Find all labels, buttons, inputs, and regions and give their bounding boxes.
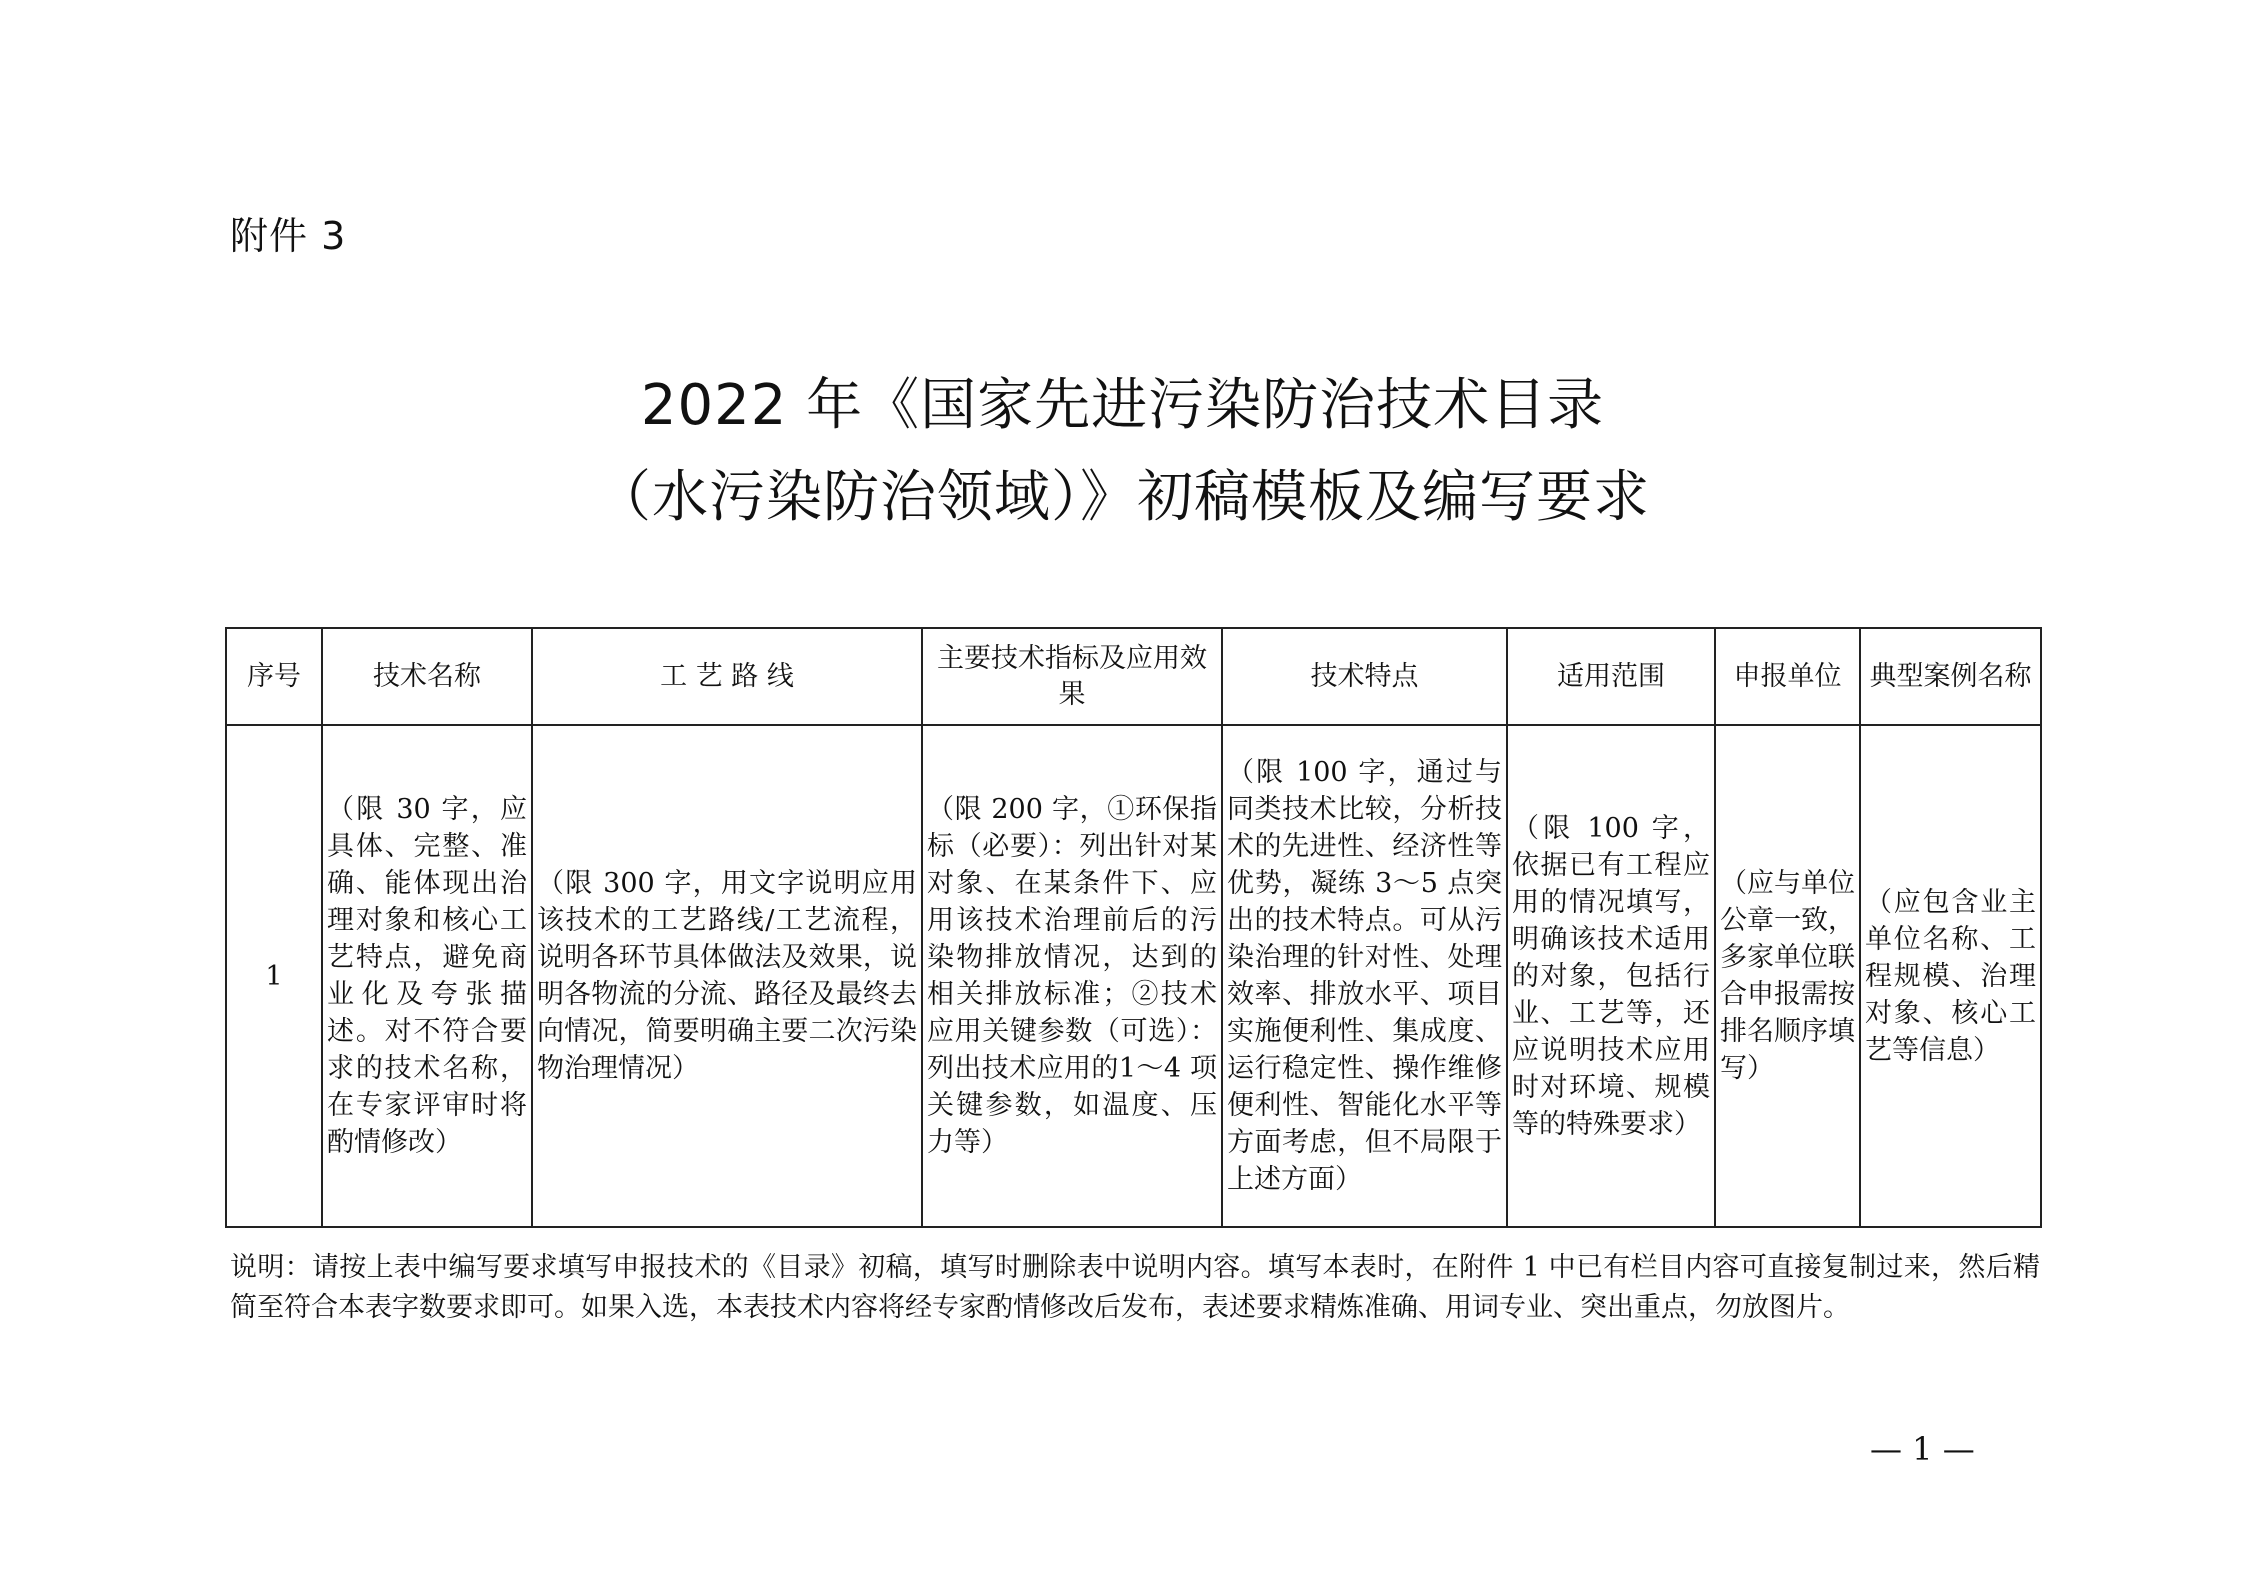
cell-serial-no: 1 xyxy=(226,725,322,1227)
cell-tech-name: （限 30 字，应具体、完整、准确、能体现出治理对象和核心工艺特点，避免商业化及夸张描述。对不符合要求的技术名称，在专家评审时将酌情修改） xyxy=(322,725,532,1227)
table-row xyxy=(226,725,2041,1227)
title-line-2: （水污染防治领域）》初稿模板及编写要求 xyxy=(595,465,1650,530)
document-title xyxy=(0,360,2245,544)
page-number: — 1 — xyxy=(1870,1430,1975,1468)
attachment-label: 附件 3 xyxy=(230,214,347,258)
explanatory-note: 说明：请按上表中编写要求填写申报技术的《目录》初稿，填写时删除表中说明内容。填写本表时，在附件 1 中已有栏目内容可直接复制过来，然后精简至符合本表字数要求即可。如果入选，本表技术内容将经专家酌情修改后发布，表述要求精炼准确、用词专业、突出重点，勿放图片。 xyxy=(230,1252,2040,1323)
title-line-1: 2022 年《国家先进污染防治技术目录 xyxy=(640,373,1605,438)
cell-applicant: （应与单位公章一致，多家单位联合申报需按排名顺序填写） xyxy=(1715,725,1860,1227)
header-tech-name: 技术名称 xyxy=(322,628,532,725)
cell-indicators: （限 200 字，①环保指标（必要）：列出针对某对象、在某条件下、应用该技术治理前后的污染物排放情况，达到的相关排放标准；②技术应用关键参数（可选）：列出技术应用的1～4 项关键参数，如温度、压力等） xyxy=(922,725,1222,1227)
header-case-name: 典型案例名称 xyxy=(1860,628,2041,725)
cell-process-route: （限 300 字，用文字说明应用该技术的工艺路线/工艺流程，说明各环节具体做法及效果，说明各物流的分流、路径及最终去向情况，简要明确主要二次污染物治理情况） xyxy=(532,725,922,1227)
template-table xyxy=(225,627,2042,1228)
header-applicant: 申报单位 xyxy=(1715,628,1860,725)
header-indicators: 主要技术指标及应用效果 xyxy=(922,628,1222,725)
header-features: 技术特点 xyxy=(1222,628,1507,725)
cell-case-name: （应包含业主单位名称、工程规模、治理对象、核心工艺等信息） xyxy=(1860,725,2041,1227)
header-process-route: 工 艺 路 线 xyxy=(532,628,922,725)
header-serial-no: 序号 xyxy=(226,628,322,725)
cell-scope: （限 100 字，依据已有工程应用的情况填写，明确该技术适用的对象，包括行业、工艺等，还应说明技术应用时对环境、规模等的特殊要求） xyxy=(1507,725,1715,1227)
header-scope: 适用范围 xyxy=(1507,628,1715,725)
table-header-row xyxy=(226,628,2041,725)
cell-features: （限 100 字，通过与同类技术比较，分析技术的先进性、经济性等优势，凝练 3～5 点突出的技术特点。可从污染治理的针对性、处理效率、排放水平、项目实施便利性、集成度、运行稳定性、操作维修便利性、智能化水平等方面考虑，但不局限于上述方面） xyxy=(1222,725,1507,1227)
